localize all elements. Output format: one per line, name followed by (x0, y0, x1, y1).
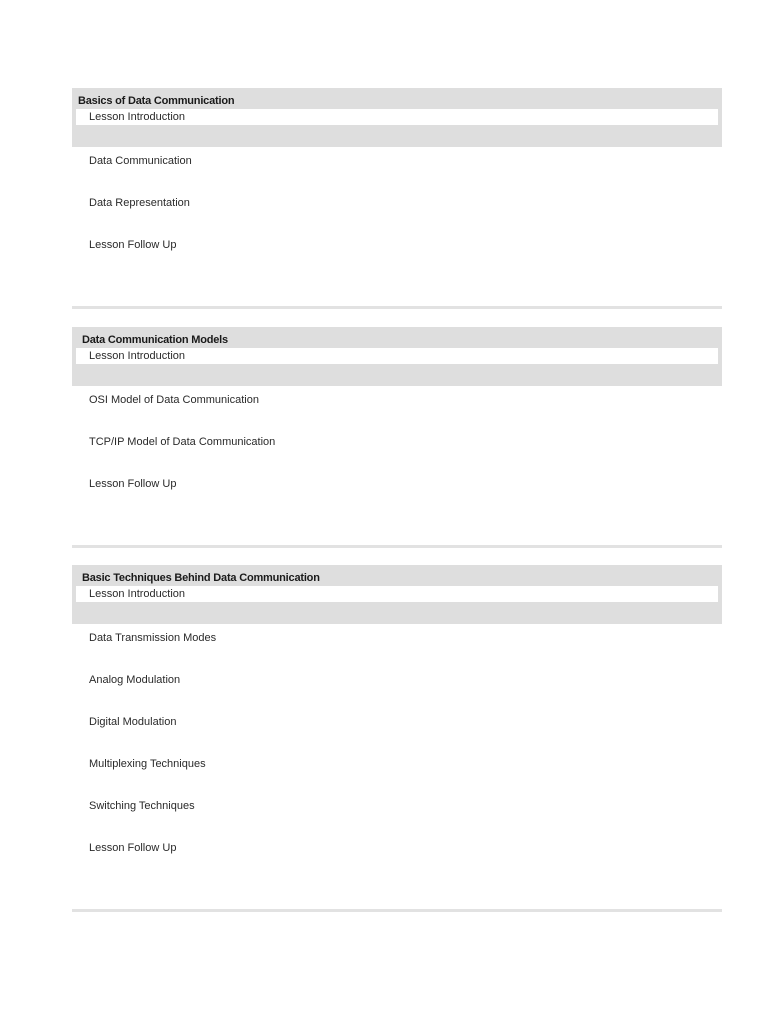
lesson-section (72, 327, 722, 492)
section-header (72, 88, 722, 147)
lesson-intro-link[interactable]: Lesson Introduction (76, 348, 718, 364)
section-title: Data Communication Models (82, 334, 228, 346)
lesson-link[interactable]: TCP/IP Model of Data Communication (89, 436, 276, 448)
section-title: Basic Techniques Behind Data Communication (82, 572, 320, 584)
lesson-link[interactable]: Analog Modulation (89, 674, 181, 686)
lesson-link[interactable]: Lesson Follow Up (89, 842, 177, 854)
lesson-link[interactable]: Data Transmission Modes (89, 632, 217, 644)
section-divider (72, 545, 722, 548)
section-title: Basics of Data Communication (78, 95, 235, 107)
lesson-intro-link[interactable]: Lesson Introduction (76, 586, 718, 602)
lesson-link[interactable]: Multiplexing Techniques (89, 758, 206, 770)
section-divider (72, 909, 722, 912)
lesson-section (72, 88, 722, 253)
lesson-link[interactable]: Lesson Follow Up (89, 478, 177, 490)
section-header (72, 327, 722, 386)
lesson-link[interactable]: Data Communication (89, 155, 192, 167)
section-divider (72, 306, 722, 309)
lesson-link[interactable]: OSI Model of Data Communication (89, 394, 259, 406)
lesson-list (72, 630, 722, 856)
lesson-link[interactable]: Lesson Follow Up (89, 239, 177, 251)
section-header (72, 565, 722, 624)
lesson-list (72, 153, 722, 253)
lesson-list (72, 392, 722, 492)
lesson-link[interactable]: Switching Techniques (89, 800, 195, 812)
lesson-intro-link[interactable]: Lesson Introduction (76, 109, 718, 125)
lesson-link[interactable]: Digital Modulation (89, 716, 177, 728)
lesson-section (72, 565, 722, 856)
lesson-link[interactable]: Data Representation (89, 197, 190, 209)
